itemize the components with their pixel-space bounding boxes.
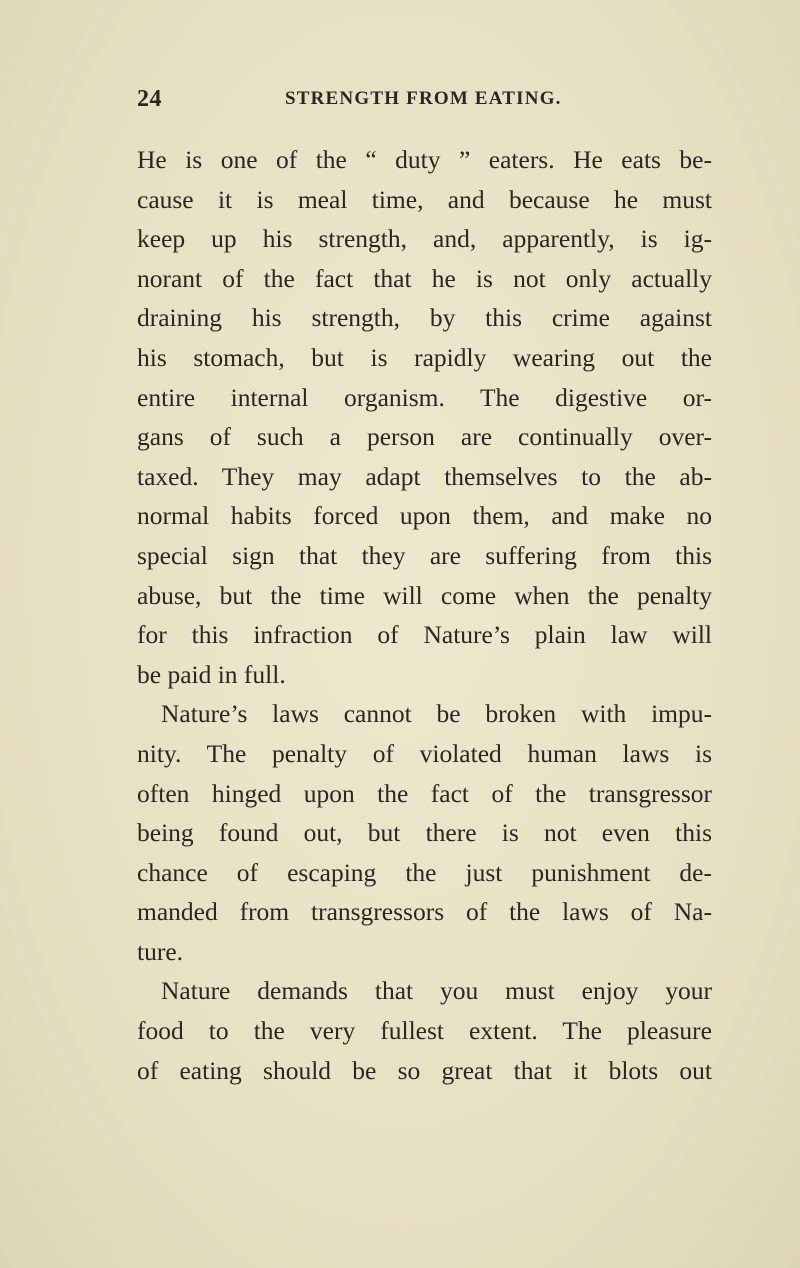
text-line: taxed. They may adapt themselves to the ab- [137,461,712,491]
text-line: being found out, but there is not even this [137,818,712,848]
text-line: special sign that they are suffering from this [137,540,712,570]
text-line: abuse, but the time will come when the penalty [137,580,712,610]
paragraph-start-line: Nature’s laws cannot be broken with impu- [161,699,712,729]
running-head: STRENGTH FROM EATING. [285,88,562,109]
page-number: 24 [137,86,162,112]
text-line: for this infraction of Nature’s plain law will [137,620,712,650]
text-line: food to the very fullest extent. The pleasure [137,1016,712,1046]
text-line: normal habits forced upon them, and make no [137,501,712,531]
text-line: norant of the fact that he is not only actually [137,263,712,293]
text-line: gans of such a person are continually over- [137,422,712,452]
text-line: of eating should be so great that it blots out [137,1055,712,1085]
text-line: nity. The penalty of violated human laws is [137,738,712,768]
text-line: He is one of the “ duty ” eaters. He eats be- [137,145,712,174]
text-line: often hinged upon the fact of the transgressor [137,778,712,808]
text-line: chance of escaping the just punishment de- [137,857,712,887]
text-line: draining his strength, by this crime against [137,303,712,333]
text-line: manded from transgressors of the laws of Na- [137,897,712,927]
page-header [137,86,712,116]
text-line: his stomach, but is rapidly wearing out the [137,342,712,372]
text-line: cause it is meal time, and because he must [137,184,712,214]
body-text [137,140,712,1090]
text-line: entire internal organism. The digestive or- [137,382,712,412]
paragraph-start-line: Nature demands that you must enjoy your [161,976,712,1006]
text-line: ture. [137,936,184,966]
text-line: keep up his strength, and, apparently, is ig- [137,224,712,254]
text-line: be paid in full. [137,659,286,689]
